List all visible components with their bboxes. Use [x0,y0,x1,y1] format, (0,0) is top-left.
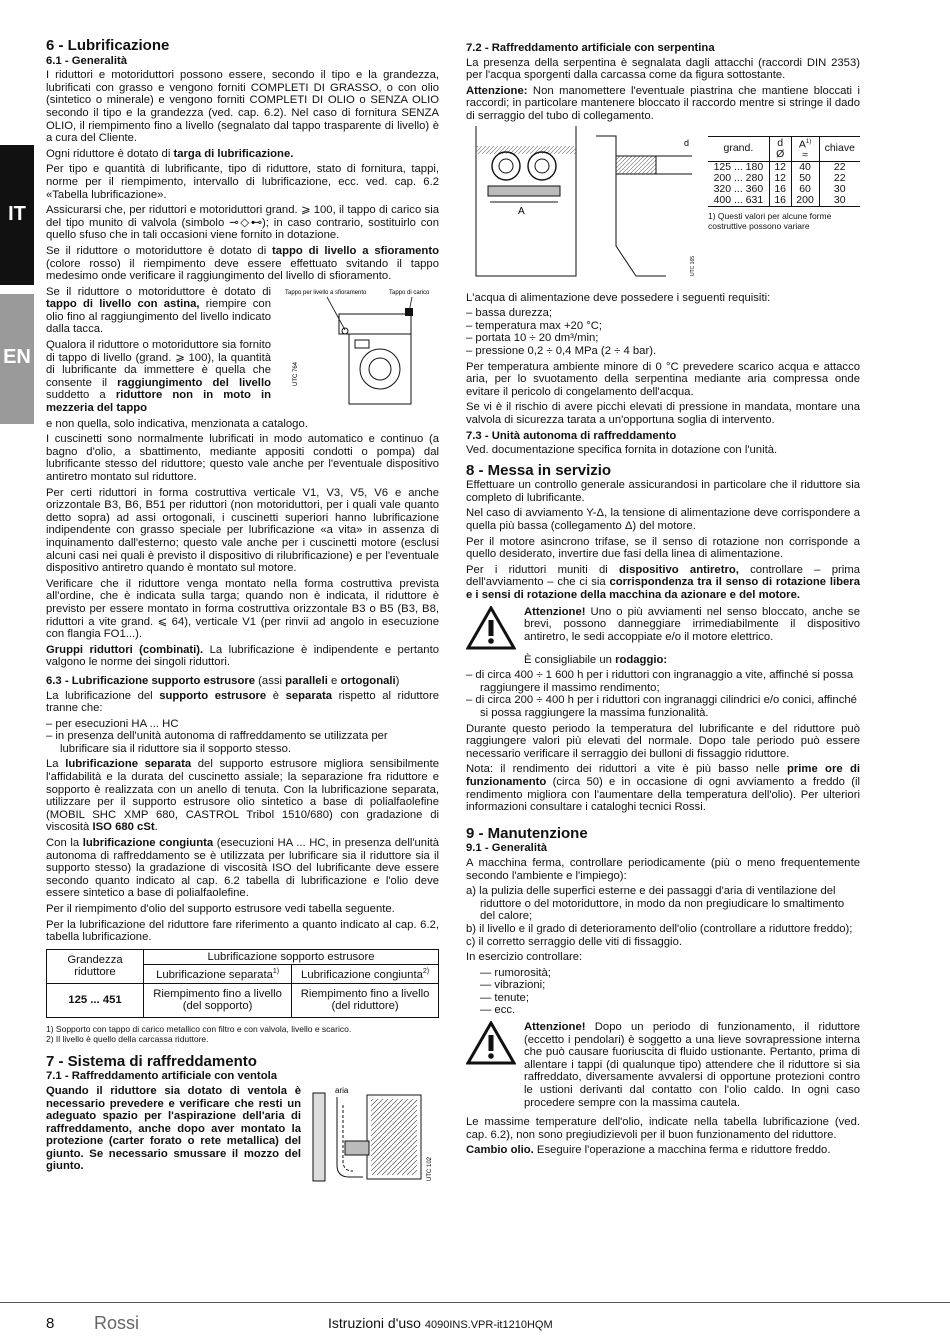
section-7-2-title: 7.2 - Raffreddamento artificiale con serpentina [466,42,715,54]
table-cell: 22 [833,172,846,185]
table-cell: 30 [833,194,846,207]
paragraph: Effettuare un controllo generale assicurandosi in particolare che il riduttore sia completo di lubrificante. [466,479,860,504]
table-cell: 125 ... 451 [47,983,144,1017]
left-column [46,37,440,1185]
table-header: chiave [824,142,855,155]
section-8-title: 8 - Messa in servizio [466,461,612,479]
paragraph: Attenzione! Uno o più avviamenti nel senso bloccato, anche se brevi, possono danneggiare irrimediabilmente il dispositivo antiretro, le sedi accoppiate e/o il motore elettrico. [524,605,860,643]
gearbox-level-plug-figure [277,286,439,408]
figure-code: UTC 102 [427,1156,433,1181]
list-item: – per esecuzioni HA ... HC [46,717,179,730]
fan-cooling-figure [307,1085,439,1185]
dimension-label: A [518,205,525,217]
paragraph: Gruppi riduttori (combinati). La lubrificazione è indipendente e pertanto valgono le norme dei singoli riduttori. [46,643,439,669]
dimension-label: d [684,137,690,148]
table-cell: Riempimento fino a livello (del sopporto) [144,983,292,1017]
table-cell: 12 [769,173,791,184]
paragraph: La lubrificazione separata del supporto estrusore migliora sensibilmente l'affidabilità e la durata del cuscinetto assiale; la separazione fra riduttore e sopporto è realizzata con un anello di tenuta. Con la lubrificazione separata, utilizzare per il supporto estrusore olio sintetico a base di polialfaolefine (MOBIL SHC XMP 680, CASTROL Tribol 1510/680) con gradazione di viscosità ISO 680 cSt. [46,758,439,834]
table-cell: 60 [791,184,819,195]
table-cell: 12 [769,162,791,174]
paragraph: Se il riduttore o motoriduttore è dotato di tappo di livello a sfioramento (colore rosso) il riempimento deve essere effettuato svitando il tappo medesimo onde verificare il raggiungimento del livello di sfioramento. [46,244,439,283]
table-header: grand. [708,136,769,162]
running-in-list [466,669,860,719]
table-header: Lubrificazione congiunta$^{2)}$ [292,965,439,983]
language-tab-en[interactable] [0,294,34,424]
paragraph: e non quella, solo indicativa, menzionata a catalogo. [46,417,308,430]
table-header: $A^{1)}$ ≈ [791,136,819,162]
table-cell: Riempimento fino a livello (del riduttore) [292,983,439,1017]
extruder-lubrication-table [46,949,439,1018]
figure-label: Tappo di carico [389,289,430,296]
section-9-1-title: 9.1 - Generalità [466,842,547,855]
requirement-item: – bassa durezza; [466,307,553,320]
paragraph: In esercizio controllare: [466,951,583,964]
paragraph: Per certi riduttori in forma costruttiva verticale V1, V3, V5, V6 e anche orizzontale B3, B6, B51 per riduttori (non motoriduttori, per i quali vale quanto detto sopra) ad assi ortogonali, i cuscinetti superiori hanno lubrificazione indipendente con grasso speciale per lubrificazione «a vita» in assenza di inquinamento dall'esterno; questo vale anche per i cuscinetti motore (esclusi alcuni casi nei quali è previsto il dispositivo di rilubrificazione) e per l'eventuale dispositivo antiretro quando è montato sul motore. [46,486,439,575]
paragraph: Attenzione: Non manomettere l'eventuale piastrina che mantiene bloccati i raccordi; in particolare mantenere bloccato il raccordo mentre si stringe il dado di serraggio del tubo di collegamento. [466,84,860,122]
section-7-title: 7 - Sistema di raffreddamento [46,1052,257,1070]
coil-cooling-figure [466,126,702,286]
list-item: a) la pulizia delle superfici esterne e dei passaggi d'aria di ventilazione del riduttore o del motoriduttore, in modo da non pregiudicare lo smaltimento del calore; [466,885,845,923]
paragraph: Quando il riduttore sia dotato di ventola è necessario prevedere e verificare che resti un adeguato spazio per l'aspirazione dell'aria di raffreddamento, anche dopo aver montato la protezione (carter forato o rete metallica) del giunto. Se necessario smussare il mozzo del giunto. [46,1084,301,1173]
section-6-title: 6 - Lubrificazione [46,37,170,54]
warning-triangle-icon [466,606,516,650]
figure-label: Tappo per livello a sfioramento [285,289,367,296]
paragraph: Durante questo periodo la temperatura del lubrificante e del riduttore può raggiungere valori più elevati del normale. Dopo tale periodo può essere necessario verificare il serraggio dei bulloni di fissaggio riduttore. [466,722,860,760]
table-cell: 16 [769,195,791,207]
paragraph: Per temperatura ambiente minore di 0 °C prevedere scarico acqua e attacco aria, per lo svuotamento della serpentina mediante aria compressa onde evitare il pericolo di congelamento dell'acqua. [466,360,860,398]
table-cell: 30 [833,183,846,196]
paragraph: Se vi è il rischio di avere picchi elevati di pressione in mandata, montare una valvola di sicurezza tarata a un'opportuna soglia di intervento. [466,401,860,426]
paragraph: Verificare che il riduttore venga montato nella forma costruttiva prevista all'ordine, che è indicata sulla targa; quando non è indicata, il riduttore è previsto per essere montato in forma costruttiva orizzontale B3 o B5 (B3, B8, riduttori a vite grand. ⩽ 64), verticale V1 (per rinvii ad angolo in esecuzione con flangia FO1...). [46,577,439,641]
language-tab-it[interactable] [0,145,34,285]
list-item: – di circa 400 ÷ 1 600 h per i riduttori con ingranaggio a vite, affinché si possa raggiungere il massimo rendimento; [466,669,854,694]
table-cell: 200 ... 280 [708,173,769,184]
paragraph: Con la lubrificazione congiunta (esecuzioni HA ... HC, in presenza dell'unità autonoma di raffreddamento se è utilizzata per lubrificare sia il riduttore sia il supporto stesso) la gradazione di viscosità ISO del lubrificante deve essere secondo quanto indicato al cap. 6.2 tabella di lubrificazione e l'olio deve essere sintetico a base di polialfaolefine. [46,837,440,900]
level-plug-block [46,286,439,418]
check-list [466,885,860,948]
paragraph: I riduttori e motoriduttori possono essere, secondo il tipo e la grandezza, lubrificati con grasso e vengono forniti COMPLETI DI GRASSO, o con olio (sintetico o minerale) e vengono forniti COMPLETI DI OLIO o SENZA OLIO secondo il tipo e la grandezza (ved. cap. 6.2). Nel caso di fornitura SENZA OLIO, il riempimento fino a livello (segnalato dal tappo trasparente di livello) è a cura del Cliente. [46,69,439,145]
list-item: — ecc. [480,1004,516,1017]
paragraph: Nota: il rendimento dei riduttori a vite è più basso nelle prime ore di funzionamento (circa 50) e in occasione di ogni avviamento a freddo (il rendimento migliora con l'aumentare della temperatura dell'olio). Per ulteriori informazioni consultare i cataloghi tecnici Rossi. [466,763,860,814]
paragraph: Per i riduttori muniti di dispositivo antiretro, controllare – prima dell'avviamento – che ci sia corrispondenza tra il senso di rotazione libera e i sensi di rotazione della macchina da azionare e del motore. [466,563,860,602]
coil-dimensions-table [708,136,860,208]
table-cell: 200 [791,195,819,207]
table-cell: 400 ... 631 [708,195,769,207]
section-6-3-title: 6.3 - Lubrificazione supporto estrusore (assi paralleli e ortogonali) [46,674,400,687]
table-cell: 125 ... 180 [708,162,769,174]
page-number: 8 [46,1315,55,1332]
fan-cooling-block [46,1085,439,1185]
paragraph: Per tipo e quantità di lubrificante, tipo di riduttore, stato di fornitura, tappi, norme per il riempimento, intervallo di lubrificazione, ecc. ved. cap. 6.2 «Tabella lubrificazione». [46,163,439,201]
table-note: 2) Il livello è quello della carcassa riduttore. [46,1033,209,1044]
list-item: – in presenza dell'unità autonoma di raffreddamento se utilizzata per lubrificare sia il riduttore sia il sopporto stesso. [46,730,388,755]
list-item: — tenute; [480,991,529,1004]
warning-block [466,606,860,650]
list-item: c) il corretto serraggio delle viti di fissaggio. [466,935,682,948]
section-7-3-title: 7.3 - Unità autonoma di raffreddamento [466,429,677,442]
operation-check-list [466,967,860,1017]
section-9-title: 9 - Manutenzione [466,824,588,842]
paragraph: La presenza della serpentina è segnalata dagli attacchi (raccordi DIN 2353) per l'acqua sporgenti dalla carcassa come da figura sottostante. [466,56,860,82]
requirement-item: – pressione 0,2 ÷ 0,4 MPa (2 ÷ 4 bar). [466,344,657,357]
table-header: d Ø [769,136,791,162]
requirement-item: – temperatura max +20 °C; [466,319,603,332]
paragraph: Ved. documentazione specifica fornita in dotazione con l'unità. [466,444,778,457]
warning-block [466,1021,860,1112]
list-item: — vibrazioni; [480,979,546,992]
table-header: Lubrificazione sopporto estrusore [144,949,439,965]
coil-cooling-block [466,126,860,286]
tab-label: EN [3,346,31,368]
figure-code: UTC 764 [293,361,299,386]
page-footer [0,1302,950,1344]
table-note: 1) Sopporto con tappo di carico metallico con filtro e con valvola, livello e scarico. [46,1023,352,1034]
paragraph: A macchina ferma, controllare periodicamente (più o meno frequentemente secondo l'ambiente e l'impiego): [466,856,860,882]
table-header: Lubrificazione separata$^{1)}$ [144,965,292,983]
paragraph: Se il riduttore o motoriduttore è dotato di tappo di livello con astina, riempire con olio fino al raggiungimento del livello indicato dalla tacca. [46,285,271,336]
paragraph: Per il riempimento d'olio del supporto estrusore vedi tabella seguente. [46,903,395,915]
paragraph: Assicurarsi che, per riduttori e motoriduttori grand. ⩾ 100, il tappo di carico sia del tipo munito di valvola (simbolo ⊸◇⊷); in caso contrario, sostituirlo con quello sfuso che in tali occasioni viene fornito in dotazione. [46,204,439,242]
paragraph: Cambio olio. Eseguire l'operazione a macchina ferma e riduttore freddo. [466,1144,831,1157]
section-7-1-title: 7.1 - Raffreddamento artificiale con ventola [46,1070,278,1083]
paragraph: Le massime temperature dell'olio, indicate nella tabella lubrificazione (ved. cap. 6.2), non sono pregiudizievoli per il buon funzionamento del riduttore. [466,1116,860,1141]
paragraph: Ogni riduttore è dotato di targa di lubrificazione. [46,147,294,160]
list-item: — rumorosità; [480,966,551,979]
list-item: – di circa 200 ÷ 400 h per i riduttori con ingranaggi cilindrici e/o conici, affinché si possa raggiungere la massima funzionalità. [466,694,857,719]
document-code: 4090INS.VPR-it1210HQM [424,1319,553,1331]
table-cell: 320 ... 360 [708,184,769,195]
figure-label: aria [335,1085,349,1095]
document-title: Istruzioni d'uso 4090INS.VPR-it1210HQM [328,1315,553,1331]
exception-list [46,718,439,756]
brand-name: Rossi [94,1313,140,1333]
paragraph: La lubrificazione del supporto estrusore è separata rispetto al riduttore tranne che: [46,689,439,715]
tab-label: IT [8,203,26,225]
requirement-item: – portata 10 ÷ 20 dm³/min; [466,332,599,345]
list-item: b) il livello e il grado di deterioramento dell'olio (controllare a riduttore freddo); [466,922,853,935]
paragraph: Nel caso di avviamento Y-Δ, la tensione di alimentazione deve corrispondere a quella più bassa (collegamento Δ) del motore. [466,507,860,533]
paragraph: L'acqua di alimentazione deve possedere i seguenti requisiti: [466,291,771,304]
table-note: 1) Questi valori per alcune forme costruttive possono variare [708,211,832,232]
right-column [466,40,860,1160]
table-cell: 16 [769,184,791,195]
table-cell: 22 [833,161,846,174]
paragraph: È consigliabile un rodaggio: [524,653,668,666]
table-cell: 50 [791,173,819,184]
section-6-1-title: 6.1 - Generalità [46,54,127,67]
paragraph: Attenzione! Dopo un periodo di funzionamento, il riduttore (eccetto i pendolari) è soggetto a una lieve sovrapressione interna che può causare fuoriuscita di fluido ustionante. Pertanto, prima di allentare i tappi (di qualunque tipo) attendere che il riduttore si sia raffreddato, diversamente avvalersi di opportune protezioni contro le ustioni derivanti dal contatto con l'olio caldo. In ogni caso procedere sempre con la massima cautela. [524,1021,860,1109]
warning-triangle-icon [466,1021,516,1065]
paragraph: Qualora il riduttore o motoriduttore sia fornito di tappo di livello (grand. ⩾ 100), la quantità di lubrificante da immettere è quella che consente il raggiungimento del livello suddetto a riduttore non in moto in mezzeria del tappo [46,339,271,415]
figure-code: UTC 165 [690,255,696,276]
paragraph: Per il motore asincrono trifase, se il senso di rotazione non corrisponde a quello desiderato, invertire due fasi della linea di alimentazione. [466,535,860,561]
paragraph: Per la lubrificazione del riduttore fare riferimento a quanto indicato al cap. 6.2, tabella lubrificazione. [46,918,439,944]
table-header: Grandezza riduttore [47,949,144,983]
paragraph: I cuscinetti sono normalmente lubrificati in modo automatico e continuo (a bagno d'olio, a sbattimento, mediante appositi condotti o pompa) dal lubrificante stesso del riduttore; questo vale anche per l'eventuale dispositivo antiretro montato sul riduttore. [46,433,439,483]
table-cell: 40 [791,162,819,174]
